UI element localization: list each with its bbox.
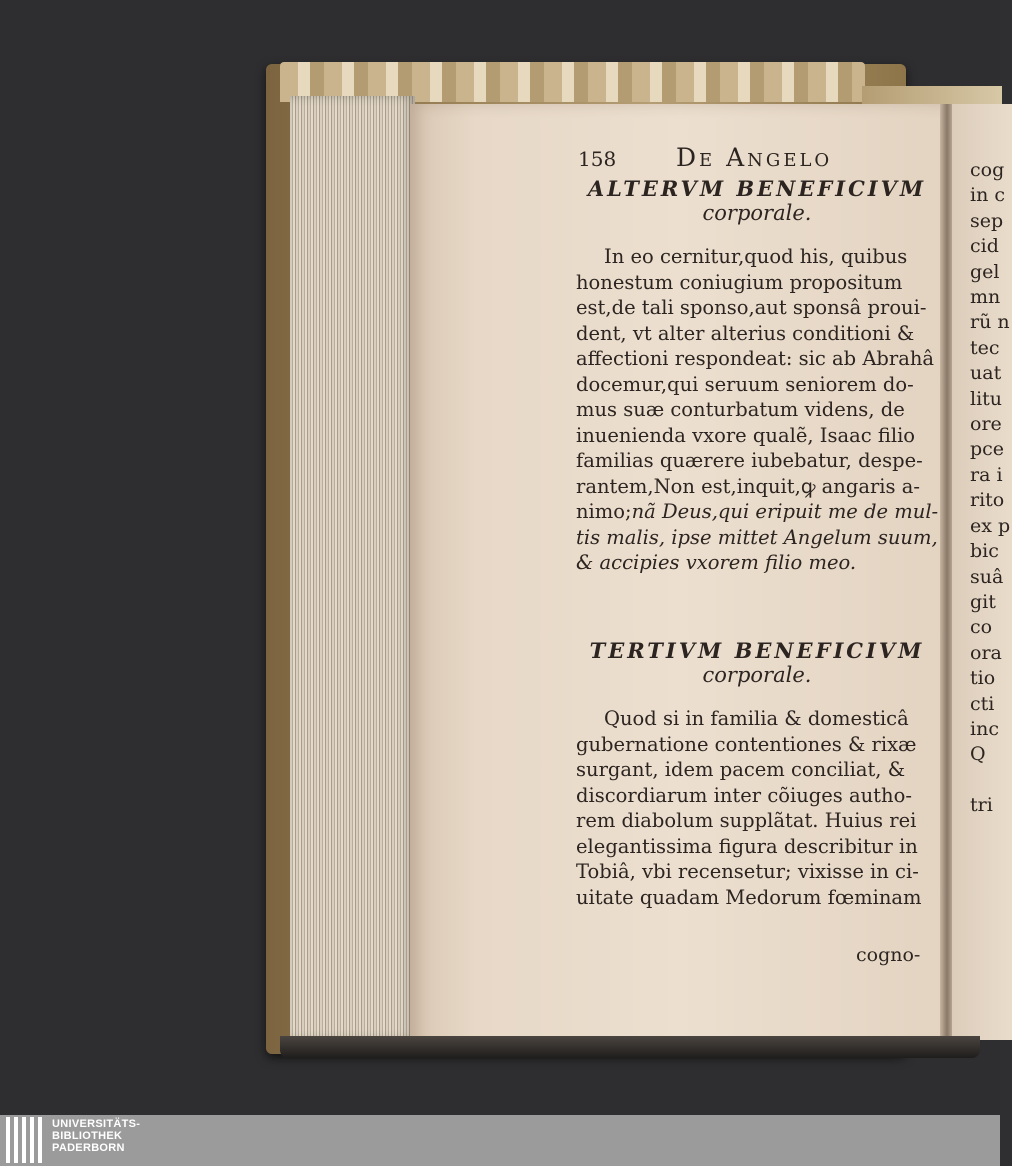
facing-page-line: suâ — [970, 565, 1004, 588]
text-line: docemur,qui seruum seniorem do- — [576, 372, 914, 396]
facing-page-line: mn — [970, 286, 1001, 309]
text-roman: nimo; — [576, 500, 632, 523]
text-line: surgant, idem pacem conciliat, & — [576, 758, 906, 781]
facing-page-line: litu — [970, 387, 1003, 410]
facing-page-line: Q — [970, 743, 986, 766]
text-italic: nã Deus,qui eripuit me de mul- — [631, 500, 939, 523]
text-line — [576, 550, 938, 576]
facing-page-line: ore — [970, 413, 1002, 436]
text-line: inuenienda vxore qualẽ, Isaac filio — [576, 423, 916, 447]
text-line: elegantissima figura describitur in — [576, 834, 918, 858]
section-heading-1 — [576, 176, 938, 225]
text-line: honestum coniugium propositum — [576, 270, 903, 294]
text-line: In eo cernitur,quod his, quibus — [604, 245, 908, 268]
text-line: gubernatione contentiones & rixæ — [576, 732, 917, 756]
facing-page-line: tec — [970, 336, 1000, 359]
section-title: TERTIVM BENEFICIVM — [589, 638, 925, 663]
running-head — [578, 143, 938, 177]
library-logo-text — [52, 1118, 140, 1154]
catchword: cogno- — [856, 944, 921, 966]
facing-page-line: co — [970, 616, 993, 639]
facing-page-line: tri — [970, 794, 993, 817]
library-logo-icon — [6, 1117, 46, 1163]
facing-page-line: gel — [970, 260, 1000, 283]
paragraph-2 — [576, 706, 938, 910]
facing-page-line: sep — [970, 209, 1004, 232]
facing-page-line: pce — [970, 438, 1005, 461]
text-line: affectioni respondeat: sic ab Abrahâ — [576, 347, 935, 370]
facing-page-text — [970, 158, 1010, 819]
library-footer-bar — [0, 1115, 1000, 1166]
facing-page-line: tio — [970, 667, 996, 690]
facing-page-line: rito — [970, 489, 1005, 512]
section-heading-2 — [576, 638, 938, 687]
text-line — [576, 499, 938, 525]
text-line: familias quærere iubebatur, despe- — [576, 449, 923, 472]
text-line: discordiarum inter cõiuges autho- — [576, 783, 912, 807]
facing-page-line: git — [970, 590, 996, 613]
facing-page-line: uat — [970, 362, 1002, 385]
book-bottom-edge — [280, 1036, 980, 1058]
text-line: est,de tali sponso,aut sponsâ proui- — [576, 296, 927, 319]
text-italic: & accipies vxorem filio meo. — [576, 551, 857, 574]
text-line: dent, vt alter alterius conditioni & — [576, 321, 915, 345]
logo-line: UNIVERSITÄTS- — [52, 1118, 141, 1130]
logo-line: PADERBORN — [52, 1142, 125, 1154]
text-line: uitate quadam Medorum fœminam — [576, 885, 922, 909]
facing-page-line: inc — [970, 717, 999, 740]
page-number: 158 — [578, 147, 617, 171]
text-italic: tis malis, ipse mittet Angelum suum, — [576, 525, 938, 549]
facing-page-line — [970, 768, 1010, 793]
facing-page-line: ex p — [970, 514, 1011, 537]
logo-line: BIBLIOTHEK — [52, 1130, 123, 1142]
text-line: mus suæ conturbatum videns, de — [576, 398, 905, 421]
facing-page-line: rũ n — [970, 311, 1010, 334]
section-subtitle: corporale. — [702, 663, 812, 687]
page-stack-edge — [290, 96, 415, 1040]
facing-page-line: ora — [970, 641, 1002, 664]
text-line — [576, 525, 938, 551]
text-line: rem diabolum supplãtat. Huius rei — [576, 809, 917, 832]
text-line: Tobiâ, vbi recensetur; vixisse in ci- — [576, 860, 919, 883]
section-title: ALTERVM BENEFICIVM — [587, 176, 927, 201]
facing-page-line: cti — [970, 692, 995, 715]
facing-page-line: ra i — [970, 463, 1003, 486]
facing-page-line: bic — [970, 540, 999, 563]
facing-page-line: cid — [970, 235, 999, 258]
text-line: rantem,Non est,inquit,ꝙ angaris a- — [576, 474, 920, 498]
text-line: Quod si in familia & domesticâ — [604, 707, 909, 730]
facing-page-line: cog — [970, 159, 1005, 181]
running-title: De Angelo — [676, 143, 833, 172]
paragraph-1 — [576, 244, 938, 576]
facing-page-line: in c — [970, 184, 1005, 207]
section-subtitle: corporale. — [702, 201, 812, 225]
